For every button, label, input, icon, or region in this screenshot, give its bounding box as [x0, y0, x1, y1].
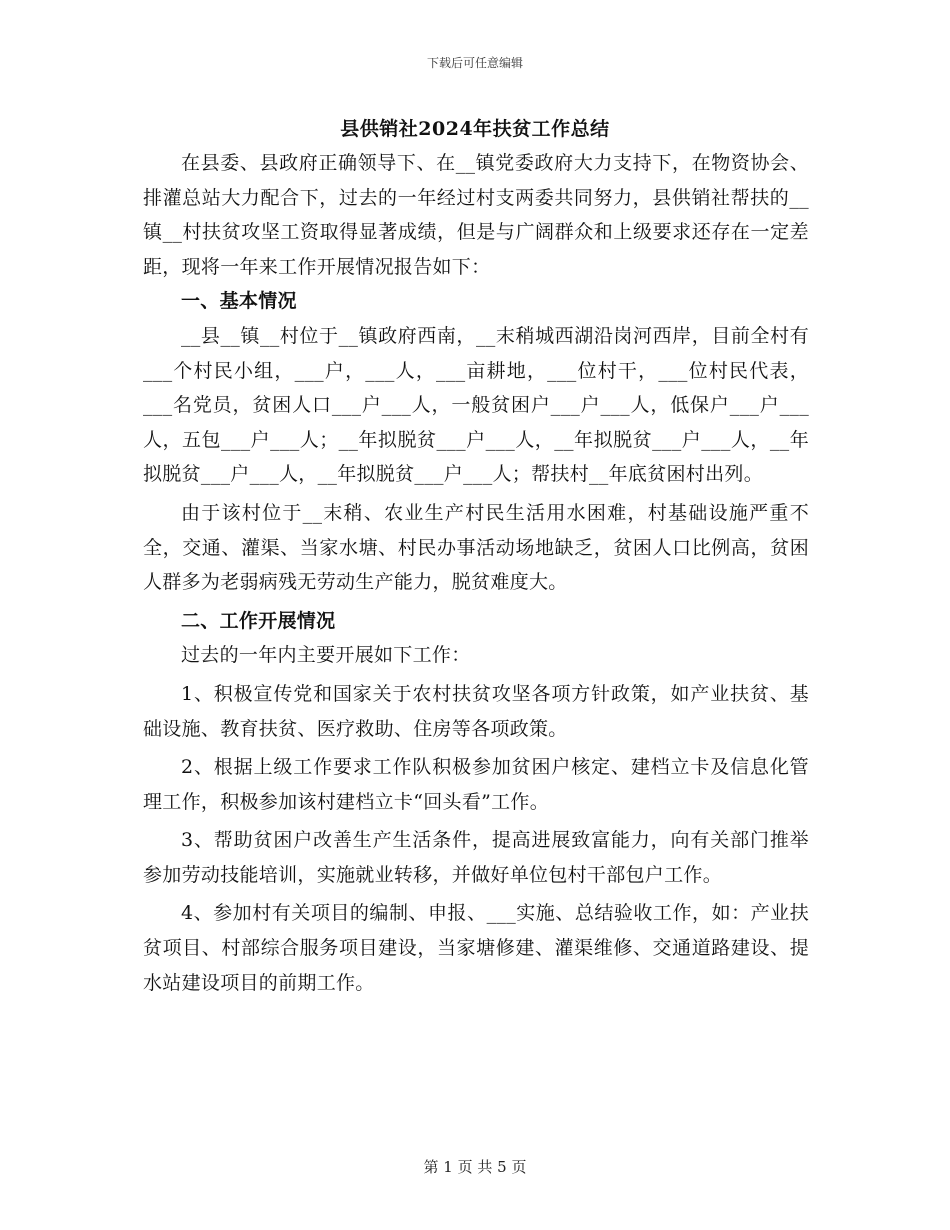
document-title: 县供销社2024年扶贫工作总结: [340, 118, 610, 140]
work-intro-paragraph: 过去的一年内主要开展如下工作：: [181, 644, 471, 667]
intro-paragraph: 在县委、县政府正确领导下、在__镇党委政府大力支持下，在物资协会、排灌总站大力配合下，过去的一年经过村支两委共同努力，县供销社帮扶的__镇__村扶贫攻坚工资取得显著成绩，但是与广阔群众和上级要求还存在一定差距，现将一年来工作开展情况报告如下：: [143, 152, 809, 278]
header-note: 下载后可任意编辑: [426, 56, 523, 70]
document-body: [143, 146, 809, 1000]
work-item-2: 2、根据上级工作要求工作队积极参加贫困户核定、建档立卡及信息化管理工作，积极参加该村建档立卡“回头看”工作。: [143, 756, 809, 813]
work-item-1: 1、积极宣传党和国家关于农村扶贫攻坚各项方针政策，如产业扶贫、基础设施、教育扶贫、医疗救助、住房等各项政策。: [143, 682, 809, 740]
work-item-3: 3、帮助贫困户改善生产生活条件，提高进展致富能力，向有关部门推举参加劳动技能培训，实施就业转移，并做好单位包村干部包户工作。: [143, 829, 809, 886]
difficulty-paragraph: 由于该村位于__末稍、农业生产村民生活用水困难，村基础设施严重不全，交通、灌渠、当家水塘、村民办事活动场地缺乏，贫困人口比例高，贫困人群多为老弱病残无劳动生产能力，脱贫难度大。: [143, 501, 809, 594]
page-footer: 第 1 页 共 5 页: [423, 1158, 527, 1176]
work-item-4: 4、参加村有关项目的编制、申报、___实施、总结验收工作，如：产业扶贫项目、村部综合服务项目建设，当家塘修建、灌渠维修、交通道路建设、提水站建设项目的前期工作。: [143, 902, 809, 994]
basic-info-paragraph: __县__镇__村位于__镇政府西南，__末稍城西湖沿岗河西岸，目前全村有___个村民小组，___户，___人，___亩耕地，___位村干，___位村民代表，___名党员，贫困人口___户___人，一般贫困户___户___人，低保户___户___人，五包___户___人；__年拟脱贫___户___人，__年拟脱贫___户___人，__年拟脱贫___户___人，__年拟脱贫___户___人；帮扶村__年底贫困村出列。: [143, 324, 809, 486]
section-heading-work: 二、工作开展情况: [181, 609, 336, 632]
section-heading-basic-info: 一、基本情况: [181, 290, 297, 313]
